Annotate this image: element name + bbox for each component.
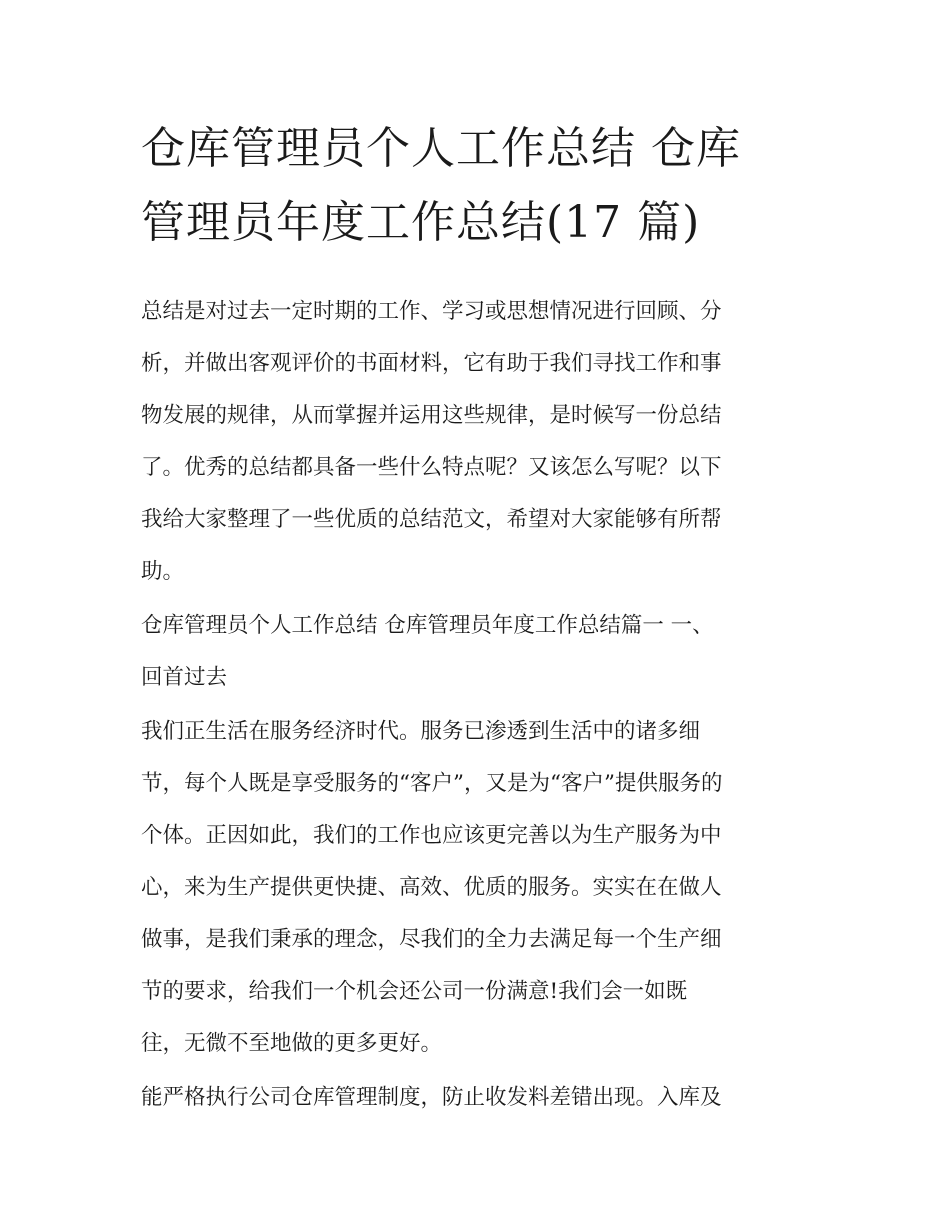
body-paragraph	[141, 706, 811, 1070]
text-line: 回首过去	[141, 665, 228, 690]
text-line: 做事，是我们秉承的理念，尽我们的全力去满足每一个生产细	[141, 927, 722, 952]
text-line: 了。优秀的总结都具备一些什么特点呢？又该怎么写呢？以下	[141, 455, 722, 480]
text-line: 助。	[141, 559, 185, 584]
text-line: 能严格执行公司仓库管理制度，防止收发料差错出现。入库及	[141, 1085, 722, 1110]
body-paragraph	[141, 1072, 811, 1124]
text-line: 心，来为生产提供更快捷、高效、优质的服务。实实在在做人	[141, 875, 722, 900]
text-line: 析，并做出客观评价的书面材料，它有助于我们寻找工作和事	[141, 351, 722, 376]
title-line: 管理员年度工作总结(17 篇)	[141, 197, 701, 248]
title-line: 仓库管理员个人工作总结 仓库	[141, 123, 741, 174]
text-line: 仓库管理员个人工作总结 仓库管理员年度工作总结篇一 一、	[141, 613, 714, 638]
intro-paragraph	[141, 286, 811, 598]
text-line: 节的要求，给我们一个机会还公司一份满意!我们会一如既	[141, 979, 688, 1004]
text-line: 节，每个人既是享受服务的“客户”，又是为“客户”提供服务的	[141, 771, 723, 796]
document-page	[141, 112, 811, 1124]
section-heading	[141, 600, 811, 704]
text-line: 个体。正因如此，我们的工作也应该更完善以为生产服务为中	[141, 823, 722, 848]
document-title	[141, 112, 811, 260]
text-line: 往，无微不至地做的更多更好。	[141, 1031, 443, 1056]
text-line: 我们正生活在服务经济时代。服务已渗透到生活中的诸多细	[141, 719, 701, 744]
text-line: 总结是对过去一定时期的工作、学习或思想情况进行回顾、分	[141, 299, 722, 324]
text-line: 我给大家整理了一些优质的总结范文，希望对大家能够有所帮	[141, 507, 722, 532]
text-line: 物发展的规律，从而掌握并运用这些规律，是时候写一份总结	[141, 403, 722, 428]
